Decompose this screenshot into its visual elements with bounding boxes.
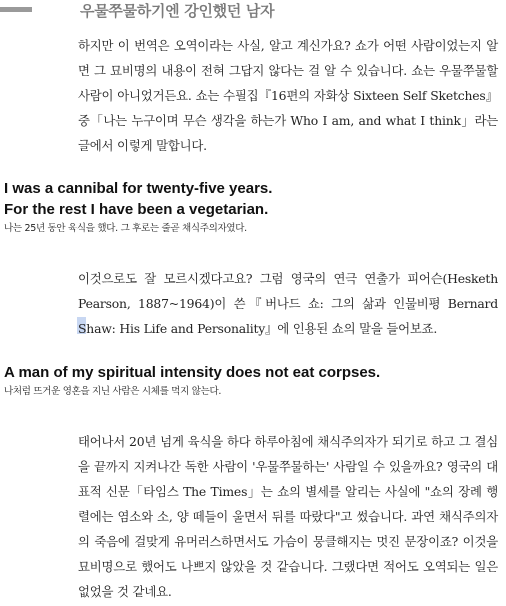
quote-english-line-1: I was a cannibal for twenty-five years.: [4, 180, 273, 197]
quote-english-line-2: For the rest I have been a vegetarian.: [4, 201, 269, 218]
quote-korean-translation: 나처럼 뜨거운 영혼을 지닌 사람은 시체를 먹지 않는다.: [4, 386, 222, 397]
quote-korean-translation: 나는 25년 동안 육식을 했다. 그 후로는 줄곧 채식주의자였다.: [4, 223, 247, 234]
body-paragraph-1: 하지만 이 번역은 오역이라는 사실, 알고 계신가요? 쇼가 어떤 사람이었는지 알면 그 묘비명의 내용이 전혀 그답지 않다는 걸 알 수 있습니다. 쇼는 우물쭈물할 사람이 아니었거든요. 쇼는 수필집『16편의 자화상 Sixteen Self Sketches』중「나는 누구이며 무슨 생각을 하는가 Who I am, and what I think」라는 글에서 이렇게 말합니다.: [78, 38, 498, 153]
quote-english-line: A man of my spiritual intensity does not eat corpses.: [4, 364, 381, 381]
article-title: 우물쭈물하기엔 강인했던 남자: [80, 2, 275, 20]
section-marker: [0, 7, 32, 12]
body-paragraph-2[interactable]: 이것으로도 잘 모르시겠다고요? 그럼 영국의 연극 연출가 피어슨(Hesketh Pearson, 1887~1964)이 쓴『버나드 쇼: 그의 삶과 인물비평 Bernard Shaw: His Life and Personality』에 인용된 쇼의 말을 들어보죠.: [78, 271, 498, 336]
body-paragraph-3: 태어나서 20년 넘게 육식을 하다 하루아침에 채식주의자가 되기로 하고 그 결심을 끝까지 지켜나간 독한 사람이 '우물쭈물하는' 사람일 수 있을까요? 영국의 대표적 신문「타임스 The Times」는 쇼의 별세를 알리는 사실에 "쇼의 장례 행렬에는 염소와 소, 양 떼들이 울면서 뒤를 따랐다"고 썼습니다. 과연 채식주의자의 죽음에 걸맞게 유머러스하면서도 가슴이 뭉클해지는 멋진 문장이죠? 이것을 묘비명으로 했어도 나쁘지 않았을 것 같습니다. 그랬다면 적어도 오역되는 일은 없었을 것 같네요.: [78, 434, 498, 599]
